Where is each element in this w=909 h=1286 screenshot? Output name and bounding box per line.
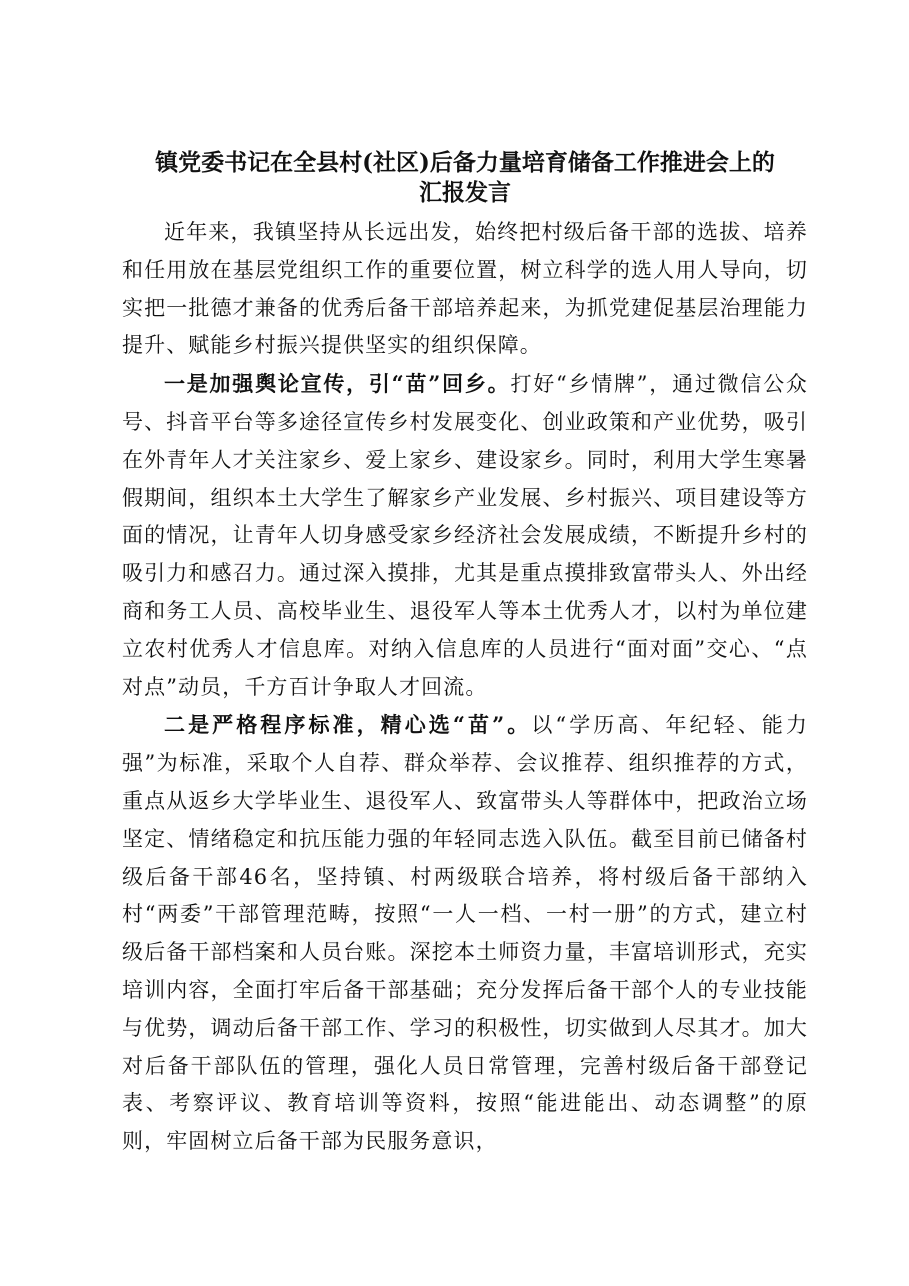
paragraph-section-2 (122, 706, 808, 1161)
title-line-1: 镇党委书记在全县村(社区)后备力量培育储备工作推进会上的 (155, 149, 775, 176)
paragraph-text: 以“学历高、年纪轻、能力强”为标准，采取个人自荐、群众举荐、会议推荐、组织推荐的方式，重点从返乡大学毕业生、退役军人、致富带头人等群体中，把政治立场坚定、情绪稳定和抗压能力强的年轻同志选入队伍。截至目前已储备村级后备干部46名，坚持镇、村两级联合培养，将村级后备干部纳入村“两委”干部管理范畴，按照“一人一档、一村一册”的方式，建立村级后备干部档案和人员台账。深挖本土师资力量，丰富培训形式，充实培训内容，全面打牢后备干部基础；充分发挥后备干部个人的专业技能与优势，调动后备干部工作、学习的积极性，切实做到人尽其才。加大对后备干部队伍的管理，强化人员日常管理，完善村级后备干部登记表、考察评议、教育培训等资料，按照“能进能出、动态调整”的原则，牢固树立后备干部为民服务意识， (122, 713, 808, 1154)
paragraph-section-1 (122, 365, 808, 706)
title-line-2: 汇报发言 (419, 179, 511, 206)
paragraph-intro (122, 214, 808, 365)
document-title (122, 148, 808, 208)
document-body (122, 148, 808, 1161)
section-2-heading: 二是严格程序标准，精心选“苗”。 (164, 712, 532, 738)
paragraph-text: 打好“乡情牌”，通过微信公众号、抖音平台等多途径宣传乡村发展变化、创业政策和产业优势，吸引在外青年人才关注家乡、爱上家乡、建设家乡。同时，利用大学生寒暑假期间，组织本土大学生了解家乡产业发展、乡村振兴、项目建设等方面的情况，让青年人切身感受家乡经济社会发展成绩，不断提升乡村的吸引力和感召力。通过深入摸排，尤其是重点摸排致富带头人、外出经商和务工人员、高校毕业生、退役军人等本土优秀人才，以村为单位建立农村优秀人才信息库。对纳入信息库的人员进行“面对面”交心、“点对点”动员，千方百计争取人才回流。 (122, 372, 809, 699)
section-1-heading: 一是加强舆论宣传，引“苗”回乡。 (164, 371, 511, 397)
paragraph-text: 近年来，我镇坚持从长远出发，始终把村级后备干部的选拔、培养和任用放在基层党组织工作的重要位置，树立科学的选人用人导向，切实把一批德才兼备的优秀后备干部培养起来，为抓党建促基层治理能力提升、赋能乡村振兴提供坚实的组织保障。 (122, 220, 808, 358)
